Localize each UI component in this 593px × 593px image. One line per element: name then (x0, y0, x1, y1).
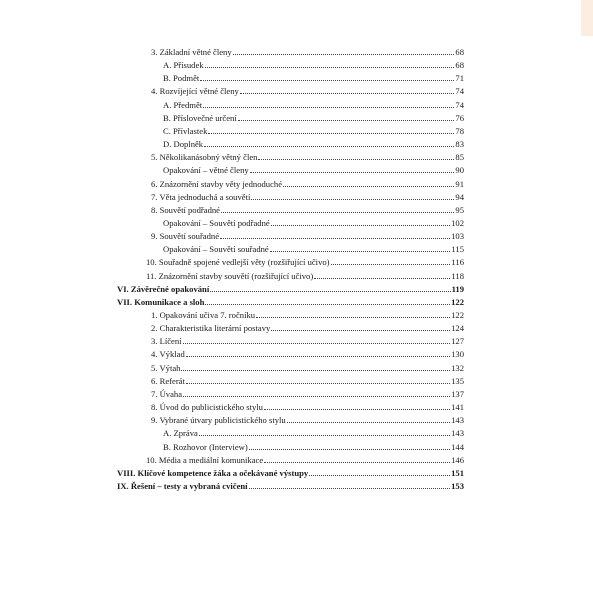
toc-page-number: 144 (451, 441, 464, 452)
dot-leader (186, 356, 450, 357)
toc-entry[interactable] (163, 136, 464, 149)
toc-page-number: 74 (455, 86, 464, 97)
dot-leader (249, 449, 450, 450)
toc-entry-title: VII. Komunikace a sloh (117, 296, 205, 307)
toc-entry-title: 5. Výtah (151, 362, 181, 373)
toc-entry[interactable] (163, 162, 464, 175)
toc-entry[interactable] (163, 439, 464, 452)
dot-leader (287, 422, 450, 423)
toc-entry-title: C. Přívlastek (163, 125, 208, 136)
toc-entry-title: 3. Základní větné členy (151, 47, 232, 57)
toc-entry[interactable] (163, 241, 464, 254)
dot-leader (240, 93, 455, 94)
toc-page-number: 143 (451, 428, 464, 439)
toc-page-number: 68 (455, 60, 464, 71)
toc-entry-title: 10. Souřadně spojené vedlejší věty (rozšiřující učivo) (146, 257, 330, 268)
toc-entry-title: A. Předmět (163, 99, 203, 110)
toc-page-number: 94 (455, 191, 464, 202)
toc-entry[interactable] (163, 425, 464, 438)
toc-page-number: 119 (451, 283, 464, 294)
dot-leader (220, 238, 450, 239)
toc-entry-title: B. Příslovečné určení (163, 112, 237, 123)
toc-page-number: 103 (451, 231, 464, 242)
toc-entry[interactable] (151, 399, 464, 412)
toc-entry-title: 1. Opakování učiva 7. ročníku (151, 310, 256, 320)
toc-entry-title: 10. Média a mediální komunikace (146, 454, 264, 465)
toc-entry-title: 4. Výklad (151, 349, 185, 360)
toc-entry[interactable] (151, 83, 464, 96)
toc-entry-title: 7. Úvaha (151, 388, 183, 399)
toc-entry-title: 2. Charakteristika literární postavy (151, 323, 271, 334)
dot-leader (221, 212, 454, 213)
toc-page-number: 135 (451, 375, 464, 386)
toc-entry-title: 6. Znázornění stavby věty jednoduché (151, 178, 283, 189)
dot-leader (271, 330, 450, 331)
toc-chapter-entry[interactable] (117, 294, 464, 307)
dot-leader (264, 409, 450, 410)
toc-page-number: 146 (451, 454, 464, 465)
toc-entry-title: 3. Líčení (151, 336, 182, 347)
dot-leader (331, 264, 451, 265)
toc-page-number: 78 (455, 125, 464, 136)
dot-leader (314, 278, 450, 279)
toc-page-number: 91 (455, 178, 464, 189)
toc-page-number: 137 (451, 388, 464, 399)
toc-entry-title: 9. Vybrané útvary publicistického stylu (151, 415, 286, 426)
toc-page-number: 85 (455, 152, 464, 163)
toc-chapter-entry[interactable] (117, 478, 464, 491)
toc-page-number: 127 (451, 336, 464, 347)
toc-entry[interactable] (163, 110, 464, 123)
dot-leader (233, 54, 455, 55)
toc-page-number: 153 (451, 480, 464, 491)
toc-page-number: 90 (455, 165, 464, 176)
dot-leader (183, 343, 451, 344)
toc-entry[interactable] (151, 202, 464, 215)
toc-entry-title: 9. Souvětí souřadné (151, 231, 220, 242)
toc-entry-title: B. Podmět (163, 73, 200, 84)
toc-page-number: 141 (451, 402, 464, 413)
toc-entry[interactable] (151, 189, 464, 202)
toc-chapter-entry[interactable] (117, 281, 464, 294)
toc-entry[interactable] (163, 123, 464, 136)
toc-entry[interactable] (151, 412, 464, 425)
toc-entry-title: 8. Souvětí podřadné (151, 204, 220, 215)
toc-page-number: 122 (451, 296, 464, 307)
toc-page-number: 115 (451, 244, 464, 255)
toc-entry-title: 8. Úvod do publicistického stylu (151, 402, 263, 413)
toc-entry[interactable] (151, 346, 464, 359)
toc-entry[interactable] (146, 268, 464, 281)
toc-entry-title: Opakování – Souvětí souřadné (163, 244, 269, 255)
dot-leader (205, 67, 455, 68)
dot-leader (200, 80, 454, 81)
toc-entry[interactable] (151, 307, 464, 320)
dot-leader (181, 370, 450, 371)
toc-entry[interactable] (146, 452, 464, 465)
dot-leader (183, 396, 450, 397)
toc-page-number: 124 (451, 323, 464, 334)
toc-page-number: 68 (455, 47, 464, 57)
dot-leader (205, 304, 450, 305)
dot-leader (283, 186, 454, 187)
toc-entry-title: B. Rozhovor (Interview) (163, 441, 248, 452)
toc-page-number: 143 (451, 415, 464, 426)
toc-page-number: 102 (451, 217, 464, 228)
toc-entry[interactable] (151, 360, 464, 373)
toc-entry-title: VI. Závěrečné opakování (117, 283, 210, 294)
toc-page-number: 71 (455, 73, 464, 84)
dot-leader (250, 172, 455, 173)
toc-entry[interactable] (151, 44, 464, 57)
toc-entry-title: 7. Věta jednoduchá a souvětí (151, 191, 251, 202)
toc-page-number: 76 (455, 112, 464, 123)
toc-entry[interactable] (163, 97, 464, 110)
toc-page-number: 95 (455, 204, 464, 215)
toc-entry[interactable] (151, 386, 464, 399)
toc-page-number: 74 (455, 99, 464, 110)
toc-entry-title: 4. Rozvíjející větné členy (151, 86, 239, 97)
dot-leader (210, 291, 450, 292)
toc-entry[interactable] (163, 215, 464, 228)
toc-page-number: 132 (451, 362, 464, 373)
dot-leader (208, 133, 454, 134)
dot-leader (309, 475, 450, 476)
toc-entry-title: 6. Referát (151, 375, 185, 386)
toc-page-number: 122 (451, 310, 464, 320)
toc-entry[interactable] (163, 57, 464, 70)
dot-leader (258, 159, 454, 160)
toc-page-number: 83 (455, 139, 464, 150)
dot-leader (203, 107, 454, 108)
toc-page-number: 130 (451, 349, 464, 360)
toc-entry[interactable] (146, 254, 464, 267)
toc-entry[interactable] (151, 149, 464, 162)
toc-entry[interactable] (151, 228, 464, 241)
toc-entry-title: A. Zpráva (163, 428, 198, 439)
dot-leader (256, 317, 450, 318)
toc-chapter-entry[interactable] (117, 465, 464, 478)
toc-entry-title: D. Doplněk (163, 139, 204, 150)
toc-page-number: 116 (451, 257, 464, 268)
dot-leader (251, 199, 454, 200)
toc-entry-title: 5. Několikanásobný větný člen (151, 152, 258, 163)
toc-entry-title: Opakování – Souvětí podřadné (163, 217, 270, 228)
toc-entry[interactable] (151, 333, 464, 346)
toc-entry[interactable] (151, 320, 464, 333)
dot-leader (271, 225, 450, 226)
toc-entry[interactable] (163, 70, 464, 83)
toc-entry-title: IX. Řešení – testy a vybraná cvičení (117, 480, 248, 491)
toc-entry-title: 11. Znázornění stavby souvětí (rozšiřující učivo) (146, 270, 314, 281)
dot-leader (199, 435, 450, 436)
dot-leader (270, 251, 451, 252)
dot-leader (264, 462, 450, 463)
toc-entry-title: Opakování – větné členy (163, 165, 249, 176)
toc-entry[interactable] (151, 176, 464, 189)
dot-leader (249, 488, 451, 489)
toc-entry-title: A. Přísudek (163, 60, 204, 71)
dot-leader (186, 383, 450, 384)
toc-page-number: 151 (451, 467, 464, 478)
dot-leader (238, 120, 455, 121)
dot-leader (204, 146, 454, 147)
toc-page-number: 118 (451, 270, 464, 281)
toc-entry[interactable] (151, 373, 464, 386)
page-corner-tab (581, 0, 593, 36)
toc-entry-title: VIII. Klíčové kompetence žáka a očekávané výstupy (117, 467, 309, 478)
